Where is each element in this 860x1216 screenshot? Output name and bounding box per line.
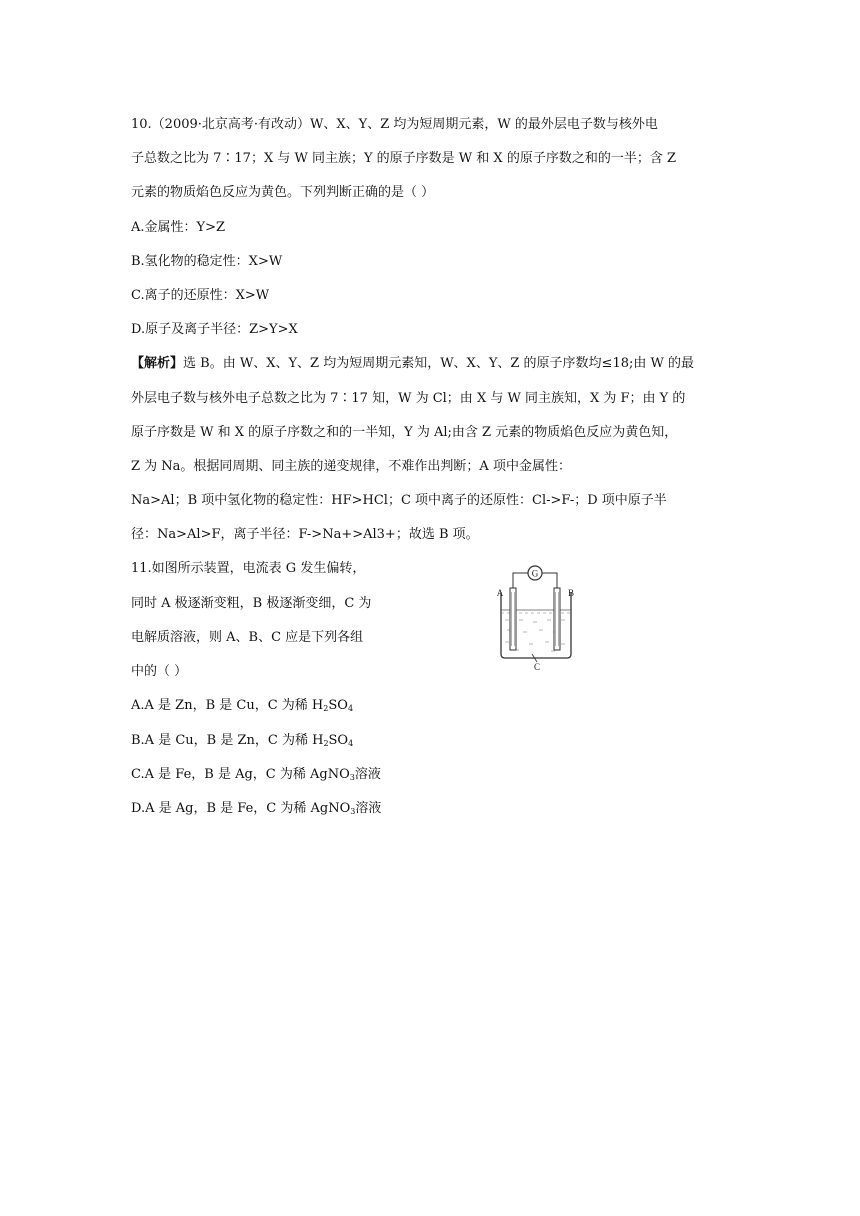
question-10-option-b: B.氢化物的稳定性：X>W <box>131 253 283 269</box>
question-11-stem-line: 中的（ ） <box>131 664 188 679</box>
question-10-stem-line: 元素的物质焰色反应为黄色。下列判断正确的是（ ） <box>131 185 435 201</box>
analysis-text: 选 B。由 W、X、Y、Z 均为短周期元素知，W、X、Y、Z 的原子序数均≤18;由 W 的最 <box>183 356 695 372</box>
question-11-option-a: A.A 是 Zn，B 是 Cu，C 为稀 $H_2SO_4$ <box>131 698 354 714</box>
question-11 <box>131 552 731 689</box>
question-10-stem-line: 10.（2009·北京高考·有改动）W、X、Y、Z 均为短周期元素，W 的最外层电子数与核外电 <box>131 117 658 132</box>
question-10-stem-line: 子总数之比为 7∶17；X 与 W 同主族；Y 的原子序数是 W 和 X 的原子序数之和的一半；含 Z <box>131 151 676 167</box>
solution-label: C <box>533 662 541 673</box>
electrode-a <box>510 588 516 650</box>
analysis-line <box>131 347 731 381</box>
electrode-a-label: A <box>496 588 504 599</box>
question-11-stem-line: 电解质溶液，则 A、B、C 应是下列各组 <box>131 629 364 645</box>
question-11-stem-line: 11.如图所示装置，电流表 G 发生偏转， <box>131 561 366 577</box>
wire-right <box>542 573 557 590</box>
question-11-stem-line: 同时 A 极逐渐变粗，B 极逐渐变细，C 为 <box>131 595 372 611</box>
analysis-line: 原子序数是 W 和 X 的原子序数之和的一半知，Y 为 Al;由含 Z 元素的物质焰色反应为黄色知， <box>131 424 678 440</box>
analysis-line: Z 为 Na。根据同周期、同主族的递变规律，不难作出判断；A 项中金属性： <box>131 458 571 474</box>
analysis-line: Na>Al；B 项中氢化物的稳定性：HF>HCl；C 项中离子的还原性：Cl->F-；D 项中原子半 <box>131 493 667 509</box>
question-11-stem <box>131 552 421 689</box>
question-10-option-d: D.原子及离子半径：Z>Y>X <box>131 322 298 338</box>
galvanometer-label: G <box>531 568 539 579</box>
electrochemical-cell-diagram <box>493 562 577 672</box>
question-11-option-c: C.A 是 Fe，B 是 Ag，C 为稀 AgNO$_3$溶液 <box>131 766 381 782</box>
question-10-option-c: C.离子的还原性：X>W <box>131 287 270 303</box>
question-11-option-d: D.A 是 Ag，B 是 Fe，C 为稀 AgNO$_3$溶液 <box>131 801 382 816</box>
analysis-line: 径：Na>Al>F，离子半径：F->Na+>Al3+；故选 B 项。 <box>131 527 479 543</box>
analysis-line: 外层电子数与核外电子总数之比为 7∶17 知，W 为 Cl；由 X 与 W 同主族知，X 为 F；由 Y 的 <box>131 390 686 406</box>
question-11-option-b: B.A 是 Cu，B 是 Zn，C 为稀 $H_2SO_4$ <box>131 732 354 748</box>
analysis-tag: 【解析】 <box>131 356 184 372</box>
wire-left <box>513 573 528 590</box>
electrode-b-label: B <box>567 588 575 599</box>
document-page <box>131 108 731 826</box>
electrode-b <box>554 588 560 650</box>
question-10 <box>131 108 731 552</box>
question-10-option-a: A.金属性：Y>Z <box>131 219 226 235</box>
